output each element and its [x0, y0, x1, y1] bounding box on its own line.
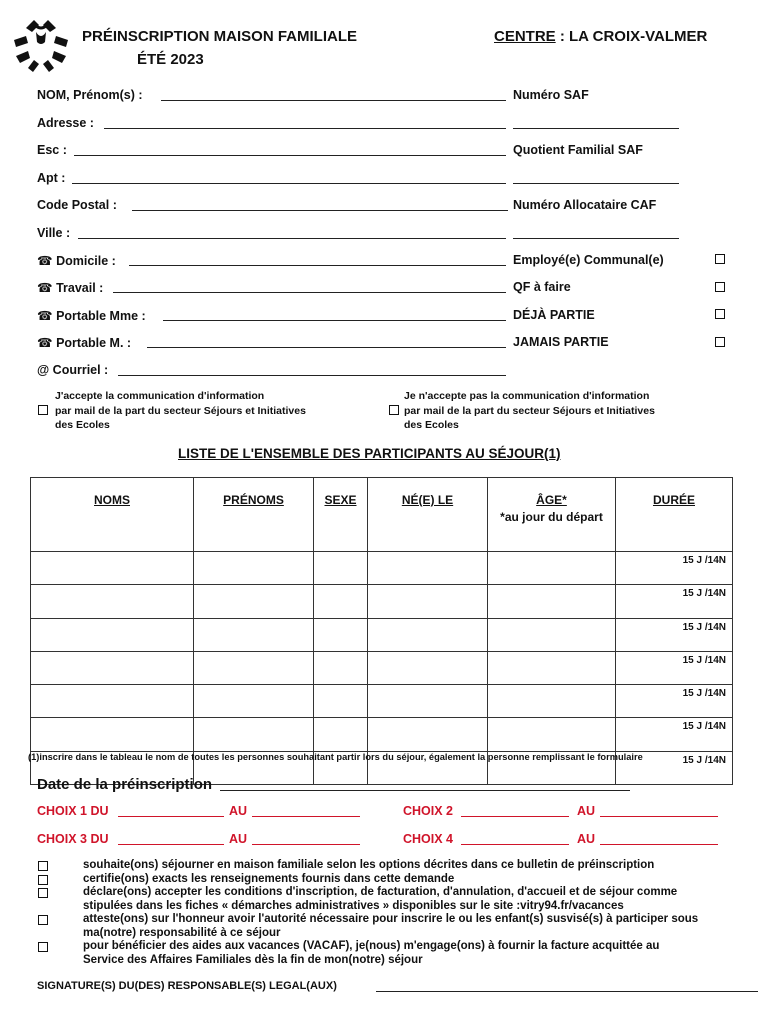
decl5-text: pour bénéficier des aides aux vacances (VACAF), je(nous) m'engage(ons) à fournir la facture acquittée au Service des Affaires Familiales dès la fin de mon(notre) séjour	[83, 940, 660, 966]
refuse-text: Je n'accepte pas la communication d'information par mail de la part du secteur Séjours et Initiatives des Ecoles	[404, 390, 655, 431]
courriel-field[interactable]	[118, 375, 506, 376]
choix2-to-field[interactable]	[600, 816, 718, 817]
decl3-checkbox[interactable]	[38, 888, 48, 898]
age-note: *au jour du départ	[500, 510, 603, 524]
ville-label: Ville :	[37, 226, 71, 240]
cell-nom[interactable]	[31, 651, 194, 684]
portable-mme-label: ☎ Portable Mme :	[37, 309, 146, 323]
choix3-au-label: AU	[229, 832, 248, 846]
decl4-checkbox[interactable]	[38, 915, 48, 925]
decl2-text: certifie(ons) exacts les renseignements fournis dans cette demande	[83, 873, 455, 885]
cell-sexe[interactable]	[314, 718, 368, 751]
accept-checkbox[interactable]	[38, 405, 48, 415]
domicile-label: ☎ Domicile :	[37, 254, 116, 268]
cell-duree: 15 J /14N	[616, 585, 733, 618]
cell-nom[interactable]	[31, 618, 194, 651]
numero-caf-label: Numéro Allocataire CAF	[513, 198, 657, 212]
quotient-field[interactable]	[513, 183, 679, 184]
cell-duree: 15 J /14N	[616, 651, 733, 684]
qf-checkbox[interactable]	[715, 282, 725, 292]
cell-sexe[interactable]	[314, 618, 368, 651]
cell-age[interactable]	[488, 552, 616, 585]
apt-label: Apt :	[37, 171, 66, 185]
choix2-from-field[interactable]	[461, 816, 569, 817]
header-prenoms: PRÉNOMS	[194, 478, 314, 552]
cell-duree: 15 J /14N	[616, 618, 733, 651]
centre-label: CENTRE	[494, 28, 556, 45]
form-title: PRÉINSCRIPTION MAISON FAMILIALE	[82, 28, 358, 45]
decl3-text: déclare(ons) accepter les conditions d'inscription, de facturation, d'annulation, d'accueil et de séjour comme stipulées dans les fiches « démarches administratives » disponibles sur le site :vitry94.fr/vacances	[83, 886, 678, 912]
choix1-to-field[interactable]	[252, 816, 360, 817]
choix4-from-field[interactable]	[461, 844, 569, 845]
refuse-checkbox[interactable]	[389, 405, 399, 415]
phone-icon: ☎	[37, 336, 53, 350]
domicile-field[interactable]	[129, 265, 506, 266]
choix1-from-field[interactable]	[118, 816, 224, 817]
cell-age[interactable]	[488, 585, 616, 618]
cell-age[interactable]	[488, 618, 616, 651]
table-row	[31, 585, 733, 618]
decl4-text: atteste(ons) sur l'honneur avoir l'autorité nécessaire pour inscrire le ou les enfant(s) susvisé(s) à participer sous ma(notre) responsabilité à ce séjour	[83, 913, 699, 939]
header-sexe: SEXE	[314, 478, 368, 552]
form-subtitle: ÉTÉ 2023	[137, 51, 204, 68]
organization-logo-icon	[12, 18, 70, 74]
deja-checkbox[interactable]	[715, 309, 725, 319]
travail-label: ☎ Travail :	[37, 281, 104, 295]
cell-nom[interactable]	[31, 585, 194, 618]
choix4-to-field[interactable]	[600, 844, 718, 845]
phone-icon: ☎	[37, 281, 53, 295]
decl2-checkbox[interactable]	[38, 875, 48, 885]
cell-ne-le[interactable]	[368, 585, 488, 618]
signature-label: SIGNATURE(S) DU(DES) RESPONSABLE(S) LEGAL(AUX)	[37, 980, 337, 992]
nom-label: NOM, Prénom(s) :	[37, 88, 143, 102]
ville-field[interactable]	[78, 238, 506, 239]
cell-ne-le[interactable]	[368, 718, 488, 751]
cell-ne-le[interactable]	[368, 552, 488, 585]
header-ne-le: NÉ(E) LE	[368, 478, 488, 552]
travail-field[interactable]	[113, 292, 506, 293]
cell-prenom[interactable]	[194, 718, 314, 751]
choix4-au-label: AU	[577, 832, 596, 846]
adresse-label: Adresse :	[37, 116, 94, 130]
header-noms: NOMS	[31, 478, 194, 552]
choix3-label: CHOIX 3 DU	[37, 832, 109, 846]
quotient-label: Quotient Familial SAF	[513, 143, 643, 157]
participants-title: LISTE DE L'ENSEMBLE DES PARTICIPANTS AU SÉJOUR(1)	[178, 446, 561, 461]
accept-text: J'accepte la communication d'information par mail de la part du secteur Séjours et Initiatives des Ecoles	[55, 390, 306, 431]
date-field[interactable]	[220, 790, 630, 791]
qf-label: QF à faire	[513, 280, 571, 294]
cell-ne-le[interactable]	[368, 685, 488, 718]
cell-prenom[interactable]	[194, 651, 314, 684]
table-row	[31, 552, 733, 585]
choix1-au-label: AU	[229, 804, 248, 818]
table-row	[31, 651, 733, 684]
table-row	[31, 618, 733, 651]
cell-prenom[interactable]	[194, 685, 314, 718]
employe-label: Employé(e) Communal(e)	[513, 253, 664, 267]
table-row	[31, 685, 733, 718]
decl1-text: souhaite(ons) séjourner en maison familiale selon les options décrites dans ce bulletin de préinscription	[83, 859, 655, 871]
esc-field[interactable]	[74, 155, 506, 156]
code-postal-field[interactable]	[132, 210, 508, 211]
cell-prenom[interactable]	[194, 618, 314, 651]
deja-label: DÉJÀ PARTIE	[513, 308, 595, 322]
cell-sexe[interactable]	[314, 552, 368, 585]
portable-mme-field[interactable]	[163, 320, 506, 321]
code-postal-label: Code Postal :	[37, 198, 117, 212]
choix3-to-field[interactable]	[252, 844, 360, 845]
decl1-checkbox[interactable]	[38, 861, 48, 871]
cell-nom[interactable]	[31, 718, 194, 751]
portable-m-field[interactable]	[147, 347, 506, 348]
header-duree: DURÉE	[616, 478, 733, 552]
cell-duree: 15 J /14N	[616, 552, 733, 585]
cell-ne-le[interactable]	[368, 618, 488, 651]
cell-age[interactable]	[488, 685, 616, 718]
cell-nom[interactable]	[31, 685, 194, 718]
phone-icon: ☎	[37, 309, 53, 323]
choix2-label: CHOIX 2	[403, 804, 454, 818]
cell-prenom[interactable]	[194, 552, 314, 585]
table-header-row	[31, 478, 733, 552]
centre-heading	[494, 28, 707, 45]
table-footnote: (1)inscrire dans le tableau le nom de toutes les personnes souhaitant partir lors du séjour, également la personne remplissant le formulaire	[28, 752, 643, 762]
signature-field[interactable]	[376, 991, 758, 992]
esc-label: Esc :	[37, 143, 67, 157]
numero-saf-label: Numéro SAF	[513, 88, 589, 102]
cell-duree: 15 J /14N	[616, 685, 733, 718]
adresse-field[interactable]	[104, 128, 506, 129]
cell-sexe[interactable]	[314, 685, 368, 718]
cell-ne-le[interactable]	[368, 651, 488, 684]
numero-caf-field[interactable]	[513, 238, 679, 239]
cell-duree: 15 J /14N	[616, 751, 733, 784]
cell-prenom[interactable]	[194, 585, 314, 618]
header-age: ÂGE* *au jour du départ	[488, 478, 616, 552]
employe-checkbox[interactable]	[715, 254, 725, 264]
courriel-label: @ Courriel :	[37, 363, 109, 377]
jamais-label: JAMAIS PARTIE	[513, 335, 609, 349]
jamais-checkbox[interactable]	[715, 337, 725, 347]
cell-sexe[interactable]	[314, 651, 368, 684]
phone-icon: ☎	[37, 254, 53, 268]
table-row	[31, 718, 733, 751]
decl5-checkbox[interactable]	[38, 942, 48, 952]
centre-value: : LA CROIX-VALMER	[559, 28, 708, 45]
cell-age[interactable]	[488, 718, 616, 751]
numero-saf-field[interactable]	[513, 128, 679, 129]
choix2-au-label: AU	[577, 804, 596, 818]
cell-sexe[interactable]	[314, 585, 368, 618]
nom-field[interactable]	[161, 100, 506, 101]
apt-field[interactable]	[72, 183, 506, 184]
date-label: Date de la préinscription	[37, 776, 213, 793]
cell-nom[interactable]	[31, 552, 194, 585]
choix4-label: CHOIX 4	[403, 832, 454, 846]
portable-m-label: ☎ Portable M. :	[37, 336, 132, 350]
choix1-label: CHOIX 1 DU	[37, 804, 109, 818]
cell-age[interactable]	[488, 651, 616, 684]
choix3-from-field[interactable]	[118, 844, 224, 845]
participants-table	[30, 477, 733, 785]
cell-duree: 15 J /14N	[616, 718, 733, 751]
